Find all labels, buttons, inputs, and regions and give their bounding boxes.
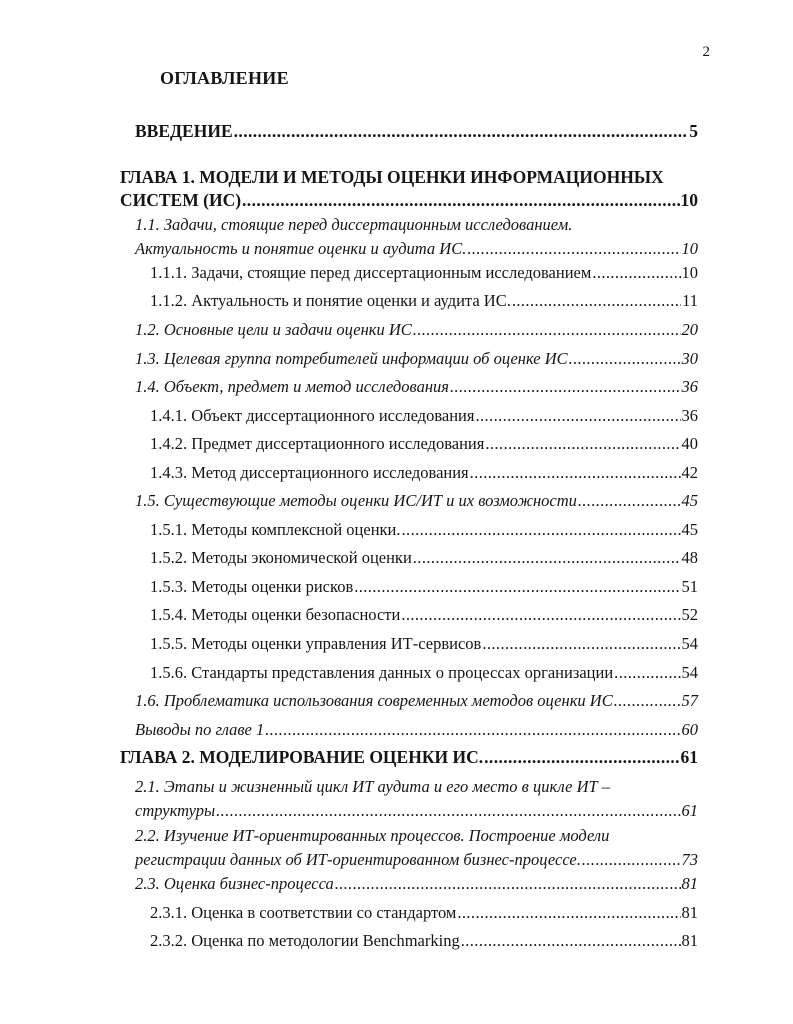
toc-entry-title: 1.5.4. Методы оценки безопасности [150, 605, 401, 624]
toc-entry-page: 11 [682, 291, 698, 310]
toc-entry [150, 929, 698, 953]
toc-entry [135, 775, 698, 823]
dot-leader [582, 848, 681, 872]
dot-leader [354, 575, 680, 599]
toc-entry [150, 461, 698, 485]
toc-entry-page: 61 [680, 747, 698, 767]
toc-entry-title: 1.5.2. Методы экономической оценки [150, 548, 412, 567]
dot-leader [216, 799, 680, 823]
toc-entry-page: 54 [681, 663, 698, 682]
toc-entry-page: 51 [681, 577, 698, 596]
toc-entry [150, 603, 698, 627]
dot-leader [234, 120, 689, 143]
toc-entry-page: 45 [681, 491, 698, 510]
dot-leader [578, 489, 681, 513]
toc-entry-page: 40 [681, 434, 698, 453]
dot-leader [335, 872, 681, 896]
toc-entry [120, 166, 698, 212]
toc-entry-page: 57 [681, 691, 698, 710]
toc-entry-title: Выводы по главе 1 [135, 720, 265, 739]
toc-entry-page: 54 [681, 634, 698, 653]
toc-entry-title: 1.1.2. Актуальность и понятие оценки и аудита ИС. [150, 291, 511, 310]
dot-leader [265, 718, 680, 742]
toc-entry [135, 318, 698, 342]
toc-entry-page: 20 [681, 320, 698, 339]
toc-entry-title: СИСТЕМ (ИС) [120, 190, 242, 210]
toc-entry-page: 45 [681, 520, 698, 539]
toc-entry-page: 81 [681, 874, 698, 893]
dot-leader [242, 189, 679, 212]
toc-entry-title: 2.3. Оценка бизнес-процесса [135, 874, 334, 893]
dot-leader [614, 689, 681, 713]
toc-entry [150, 289, 698, 313]
dot-leader [484, 746, 679, 769]
dot-leader [470, 461, 681, 485]
toc-entry [135, 718, 698, 742]
dot-leader [450, 375, 681, 399]
toc-entry-page: 42 [681, 463, 698, 482]
toc-title: ОГЛАВЛЕНИЕ [160, 68, 289, 88]
toc-entry-title-line: ГЛАВА 1. МОДЕЛИ И МЕТОДЫ ОЦЕНКИ ИНФОРМАЦИОННЫХ [120, 167, 664, 187]
toc-entry-title: 1.5.3. Методы оценки рисков [150, 577, 354, 596]
toc-entry [120, 746, 698, 769]
toc-entry-title: 1.6. Проблематика использования современных методов оценки ИС [135, 691, 613, 710]
toc-entry-title: ГЛАВА 2. МОДЕЛИРОВАНИЕ ОЦЕНКИ ИС. [120, 747, 484, 767]
toc-entry-page: 36 [681, 377, 698, 396]
toc-entry [135, 689, 698, 713]
toc-entry-page: 10 [681, 239, 698, 258]
toc-entry [135, 375, 698, 399]
dot-leader [485, 432, 680, 456]
dot-leader [475, 404, 680, 428]
toc-entry [135, 213, 698, 261]
toc-entry [135, 872, 698, 896]
toc-entry [135, 120, 698, 143]
toc-entry [150, 575, 698, 599]
dot-leader [402, 518, 681, 542]
toc-entry-title: 1.4. Объект, предмет и метод исследования [135, 377, 449, 396]
toc-entry-page: 5 [689, 121, 698, 141]
toc-entry-title: 1.4.2. Предмет диссертационного исследования [150, 434, 485, 453]
dot-leader [614, 661, 680, 685]
toc-entry-title-line: 2.1. Этапы и жизненный цикл ИТ аудита и его место в цикле ИТ – [135, 777, 611, 796]
toc-entry-title-line: 1.1. Задачи, стоящие перед диссертационным исследованием. [135, 215, 573, 234]
toc-entry-title: 1.4.3. Метод диссертационного исследования [150, 463, 469, 482]
toc-entry-title: регистрации данных об ИТ-ориентированном бизнес-процессе. [135, 850, 581, 869]
toc-entry-page: 81 [681, 903, 698, 922]
toc-entry [150, 261, 698, 285]
toc-entry-page: 10 [680, 190, 698, 210]
toc-entry-title: Актуальность и понятие оценки и аудита ИС. [135, 239, 467, 258]
toc-entry-page: 60 [681, 720, 698, 739]
dot-leader [457, 901, 680, 925]
toc-entry-page: 48 [681, 548, 698, 567]
dot-leader [401, 603, 680, 627]
toc-entry-title-line: 2.2. Изучение ИТ-ориентированных процессов. Построение модели [135, 826, 610, 845]
toc-entry-title: 2.3.1. Оценка в соответствии со стандартом [150, 903, 457, 922]
toc-entry [150, 518, 698, 542]
dot-leader [569, 347, 681, 371]
dot-leader [413, 546, 681, 570]
dot-leader [482, 632, 680, 656]
toc-entry-title: 1.5. Существующие методы оценки ИС/ИТ и их возможности [135, 491, 577, 510]
toc-entry [150, 432, 698, 456]
toc-entry-title: 1.3. Целевая группа потребителей информации об оценке ИС [135, 349, 568, 368]
toc-entry-title: 1.4.1. Объект диссертационного исследования [150, 406, 475, 425]
toc-entry-page: 30 [681, 349, 698, 368]
dot-leader [467, 237, 680, 261]
toc-entry-page: 61 [681, 801, 698, 820]
toc-entry-title: 1.5.6. Стандарты представления данных о процессах организации [150, 663, 614, 682]
dot-leader [592, 261, 680, 285]
toc-entry [150, 901, 698, 925]
toc-entry-page: 36 [681, 406, 698, 425]
dot-leader [461, 929, 681, 953]
toc-entry [150, 661, 698, 685]
toc-entry-page: 73 [681, 850, 698, 869]
toc-entry [150, 546, 698, 570]
toc-entry-title: 1.1.1. Задачи, стоящие перед диссертационным исследованием [150, 263, 592, 282]
toc-entry-page: 52 [681, 605, 698, 624]
toc-entry-title: ВВЕДЕНИЕ [135, 121, 233, 141]
toc-entry-title: 1.5.1. Методы комплексной оценки. [150, 520, 401, 539]
dot-leader [512, 289, 681, 313]
toc-entry-title: структуры [135, 801, 216, 820]
toc-entry [135, 489, 698, 513]
toc-entry [135, 347, 698, 371]
toc-entry [150, 632, 698, 656]
toc-entry [150, 404, 698, 428]
toc-entry-title: 1.5.5. Методы оценки управления ИТ-сервисов [150, 634, 482, 653]
dot-leader [413, 318, 681, 342]
page-number: 2 [702, 44, 710, 60]
toc-entry-title: 2.3.2. Оценка по методологии Benchmarking [150, 931, 460, 950]
toc-entry-page: 10 [681, 263, 698, 282]
toc-entry-title: 1.2. Основные цели и задачи оценки ИС [135, 320, 412, 339]
toc-entry-page: 81 [681, 931, 698, 950]
toc-entry [135, 824, 698, 872]
